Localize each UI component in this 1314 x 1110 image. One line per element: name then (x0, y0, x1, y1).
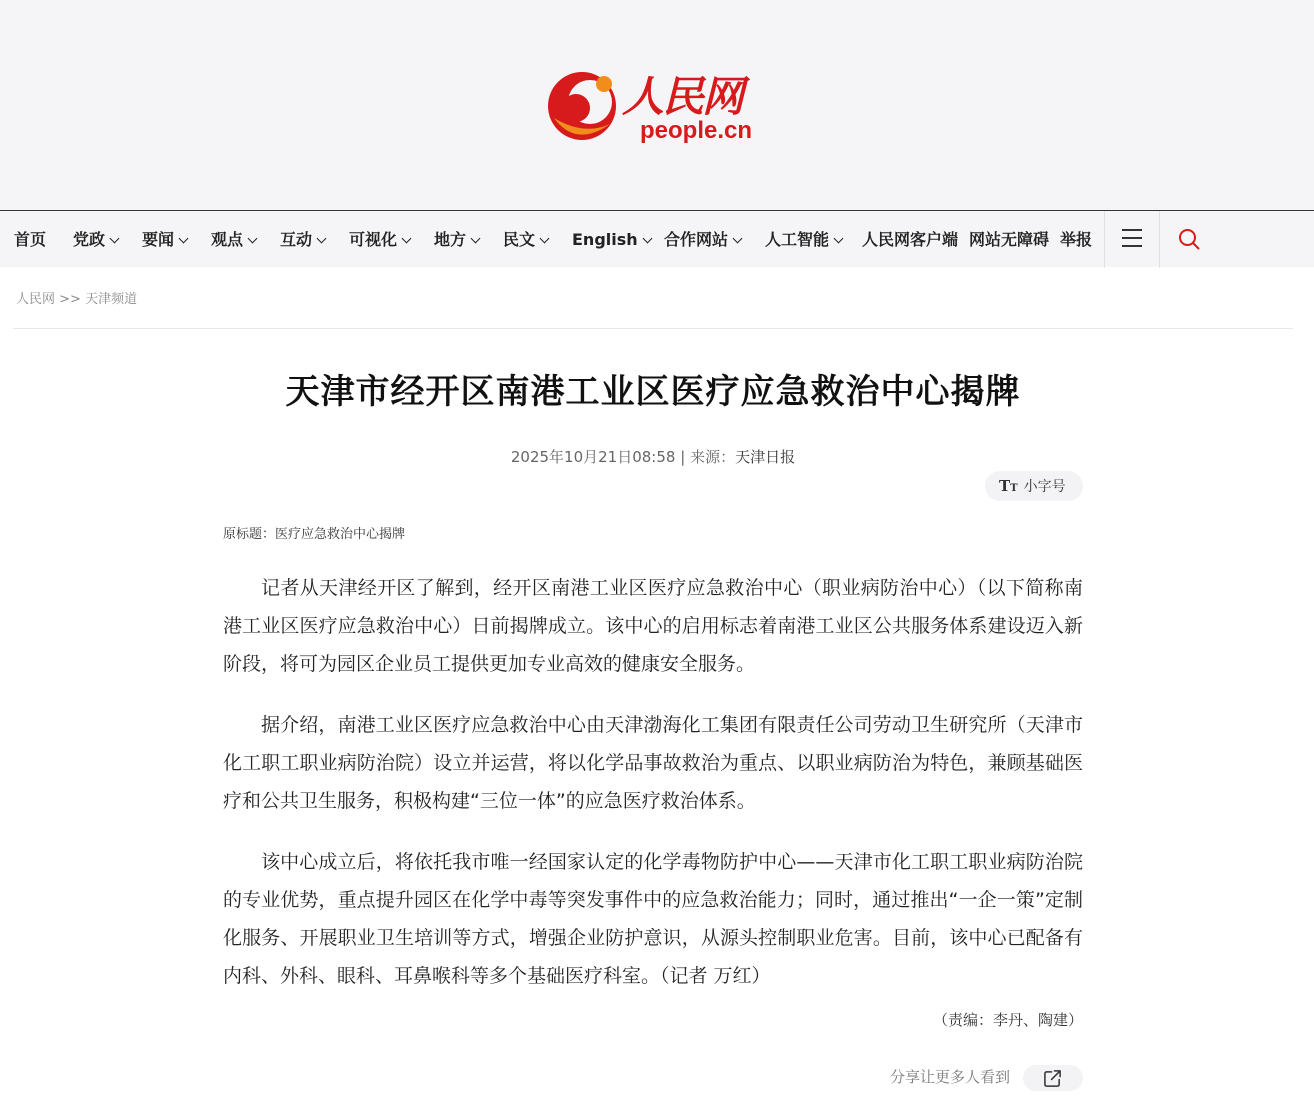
nav-item-client[interactable]: 人民网客户端 (862, 230, 959, 249)
chevron-down-icon (540, 234, 550, 244)
share-button[interactable] (1023, 1065, 1083, 1091)
nav-item-local[interactable]: 地方 (434, 211, 479, 268)
logo-domain: people.cn (640, 117, 753, 144)
article-source[interactable]: 天津日报 (735, 448, 796, 466)
hamburger-menu-icon[interactable] (1122, 229, 1142, 249)
site-header (0, 0, 1314, 210)
search-icon[interactable] (1178, 228, 1200, 250)
nav-item-news[interactable]: 要闻 (142, 211, 187, 268)
article-paragraph: 记者从天津经开区了解到，经开区南港工业区医疗应急救治中心（职业病防治中心）（以下简称南港工业区医疗应急救治中心）日前揭牌成立。该中心的启用标志着南港工业区公共服务体系建设迈入新阶段，将可为园区企业员工提供更加专业高效的健康安全服务。 (223, 577, 1083, 675)
breadcrumb-separator: >> (59, 292, 81, 307)
article-title: 天津市经开区南港工业区医疗应急救治中心揭牌 (285, 372, 1021, 412)
share-icon (1043, 1069, 1062, 1088)
nav-item-ai[interactable]: 人工智能 (765, 211, 842, 268)
share-label: 分享让更多人看到 (890, 1068, 1011, 1086)
nav-item-home[interactable]: 首页 (14, 230, 47, 249)
divider (13, 328, 1293, 329)
chevron-down-icon (248, 234, 258, 244)
original-title: 原标题：医疗应急救治中心揭牌 (223, 527, 406, 542)
chevron-down-icon (471, 234, 481, 244)
chevron-down-icon (402, 234, 412, 244)
article-meta (0, 446, 1306, 467)
main-nav (0, 210, 1314, 267)
chevron-down-icon (317, 234, 327, 244)
nav-item-ethnic[interactable]: 民文 (503, 211, 548, 268)
article-paragraph: 该中心成立后，将依托我市唯一经国家认定的化学毒物防护中心——天津市化工职工职业病防治院的专业优势，重点提升园区在化学中毒等突发事件中的应急救治能力；同时，通过推出“一企一策”定制化服务、开展职业卫生培训等方式，增强企业防护意识，从源头控制职业危害。目前，该中心已配备有内科、外科、眼科、耳鼻喉科等多个基础医疗科室。（记者 万红） (223, 851, 1083, 987)
chevron-down-icon (110, 234, 120, 244)
chevron-down-icon (834, 234, 844, 244)
article-paragraph: 据介绍，南港工业区医疗应急救治中心由天津渤海化工集团有限责任公司劳动卫生研究所（天津市化工职工职业病防治院）设立并运营，将以化学品事故救治为重点、以职业病防治为特色，兼顾基础医疗和公共卫生服务，积极构建“三位一体”的应急医疗救治体系。 (223, 714, 1083, 812)
breadcrumb (16, 288, 137, 307)
editor-credit: （责编：李丹、陶建） (932, 1011, 1083, 1029)
nav-item-visual[interactable]: 可视化 (349, 211, 410, 268)
nav-item-english[interactable]: English (572, 211, 651, 268)
font-size-toggle-button[interactable] (985, 471, 1083, 501)
font-size-label: 小字号 (1023, 479, 1066, 495)
nav-item-accessibility[interactable]: 网站无障碍 (969, 230, 1050, 249)
source-label: 来源： (690, 448, 736, 466)
nav-item-partners[interactable]: 合作网站 (664, 211, 741, 268)
meta-separator: | (680, 448, 686, 466)
chevron-down-icon (733, 234, 743, 244)
breadcrumb-home[interactable]: 人民网 (16, 292, 56, 307)
nav-item-report[interactable]: 举报 (1060, 230, 1093, 249)
chevron-down-icon (642, 234, 652, 244)
nav-item-opinion[interactable]: 观点 (211, 211, 256, 268)
nav-item-interaction[interactable]: 互动 (280, 211, 325, 268)
logo-wordmark: 人民网 (622, 72, 743, 121)
nav-divider (1104, 211, 1105, 268)
font-size-icon: TT (999, 477, 1018, 495)
publish-time: 2025年10月21日08:58 (510, 448, 676, 466)
breadcrumb-channel[interactable]: 天津频道 (85, 292, 138, 307)
nav-divider (1159, 211, 1160, 268)
nav-item-party[interactable]: 党政 (73, 211, 118, 268)
chevron-down-icon (179, 234, 189, 244)
